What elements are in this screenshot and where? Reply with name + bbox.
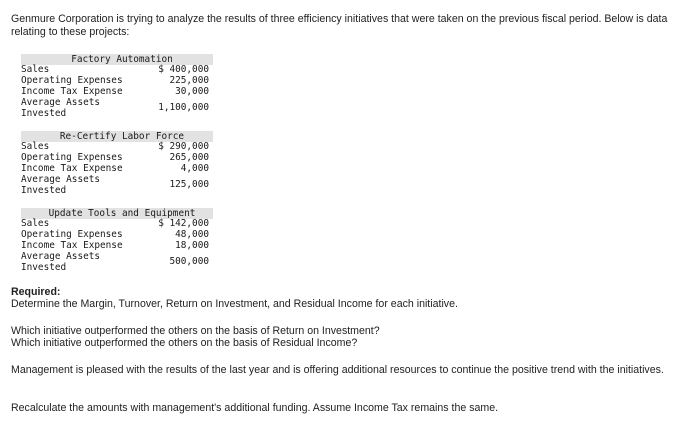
assets-label-line1: Average Assets — [21, 97, 101, 109]
tax-value: 4,000 — [180, 162, 209, 174]
assets-label — [21, 252, 100, 273]
tax-row — [21, 241, 213, 252]
opex-value: 265,000 — [169, 151, 209, 163]
required-heading: Required: — [11, 286, 61, 298]
table-title: Re-Certify Labor Force — [21, 131, 213, 142]
table-title: Update Tools and Equipment — [21, 208, 213, 219]
required-text: Determine the Margin, Turnover, Return on Investment, and Residual Income for each initiative. — [11, 298, 458, 310]
assets-row — [21, 175, 213, 197]
opex-label: Operating Expenses — [21, 228, 123, 240]
assets-label — [21, 98, 100, 119]
sales-value: $ 142,000 — [158, 218, 209, 229]
project-table-update-tools-and-equipment — [21, 208, 213, 274]
opex-value: 225,000 — [169, 74, 209, 86]
question-ri: Which initiative outperformed the others on the basis of Residual Income? — [11, 337, 358, 349]
assets-label-line1: Average Assets — [21, 251, 101, 263]
assets-value: 1,100,000 — [158, 102, 209, 114]
tax-row — [21, 164, 213, 175]
sales-value: $ 400,000 — [158, 64, 209, 75]
assets-label-line2: Invested — [21, 261, 67, 273]
assets-row — [21, 98, 213, 120]
tax-label: Income Tax Expense — [21, 239, 123, 251]
assets-row — [21, 252, 213, 274]
assets-label — [21, 175, 100, 196]
assets-label-line1: Average Assets — [21, 174, 101, 186]
assets-value: 125,000 — [169, 179, 209, 191]
assets-label-line2: Invested — [21, 184, 67, 196]
recalculate-text: Recalculate the amounts with management's additional funding. Assume Income Tax remains the same. — [11, 402, 499, 414]
tax-value: 18,000 — [175, 239, 209, 251]
opex-label: Operating Expenses — [21, 74, 123, 86]
sales-label: Sales — [21, 64, 50, 75]
table-title: Factory Automation — [21, 54, 213, 65]
tax-label: Income Tax Expense — [21, 162, 123, 174]
sales-label: Sales — [21, 218, 50, 229]
tax-label: Income Tax Expense — [21, 85, 123, 97]
assets-label-line2: Invested — [21, 107, 67, 119]
tax-row — [21, 87, 213, 98]
project-table-re-certify-labor-force — [21, 131, 213, 197]
opex-value: 48,000 — [175, 228, 209, 240]
tax-value: 30,000 — [175, 85, 209, 97]
question-roi: Which initiative outperformed the others on the basis of Return on Investment? — [11, 325, 380, 337]
sales-value: $ 290,000 — [158, 141, 209, 152]
intro-paragraph: Genmure Corporation is trying to analyze the results of three efficiency initiatives that were taken on the previous fiscal period. Below is data relating to these projects: — [11, 13, 668, 38]
assets-value: 500,000 — [169, 256, 209, 268]
project-table-factory-automation — [21, 54, 213, 120]
opex-label: Operating Expenses — [21, 151, 123, 163]
management-text: Management is pleased with the results of the last year and is offering additional resources to continue the positive trend with the initiatives. — [11, 364, 664, 376]
sales-label: Sales — [21, 141, 50, 152]
